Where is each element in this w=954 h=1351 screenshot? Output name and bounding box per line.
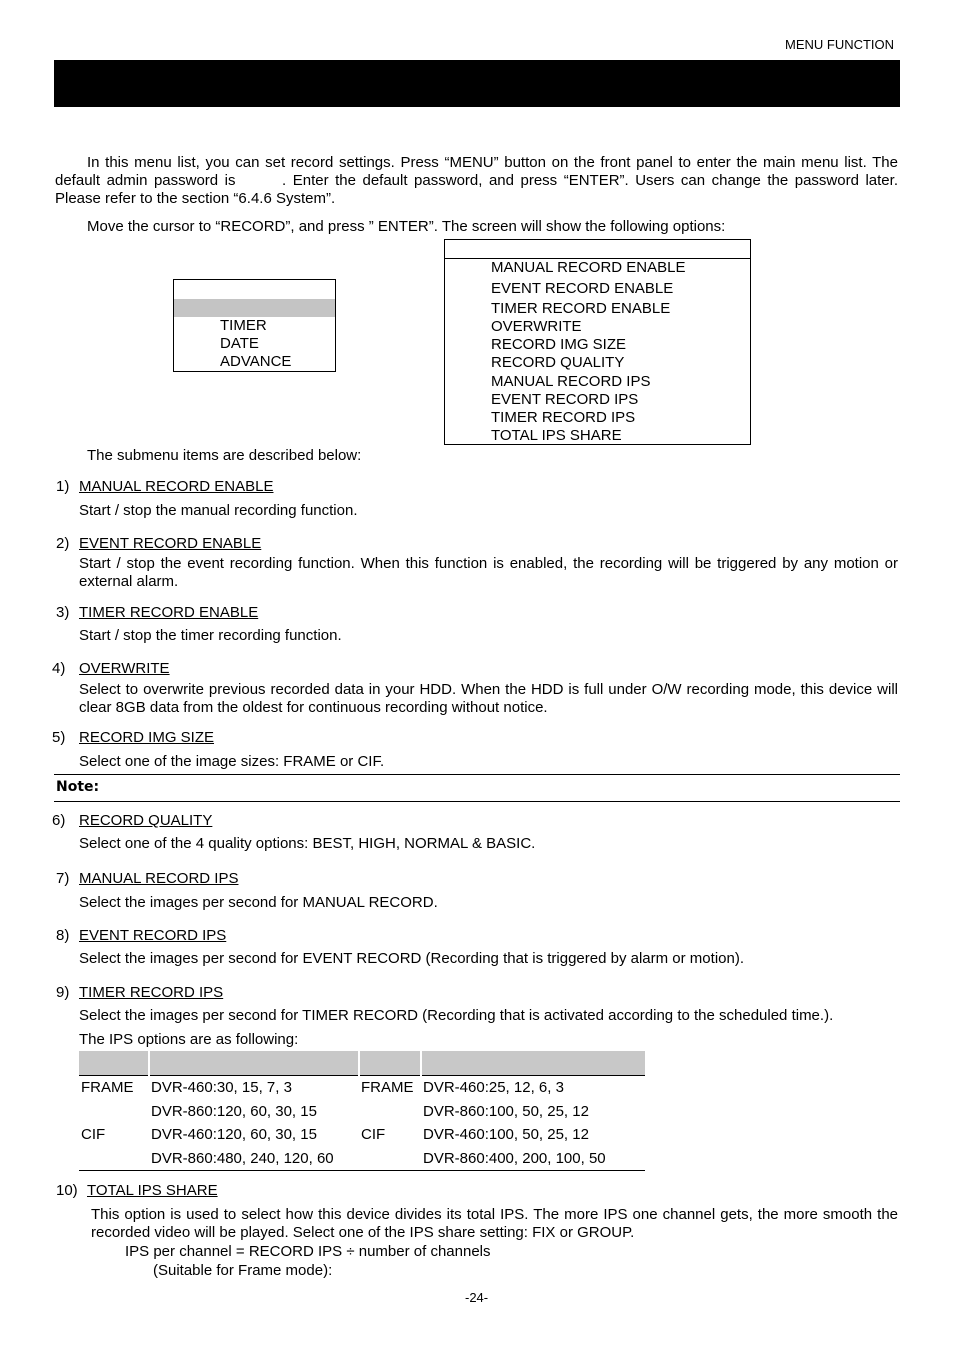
record-menu-item: OVERWRITE xyxy=(491,318,582,335)
ips-cell xyxy=(359,1147,421,1171)
item-description: Select to overwrite previous recorded data in your HDD. When the HDD is full under O/W recording mode, this device will clear 8GB data from the oldest for continuous recording without notice. xyxy=(79,681,898,716)
item-number: 9) xyxy=(56,984,70,1001)
record-menu-box xyxy=(444,239,751,445)
item-description: Select the images per second for MANUAL RECORD. xyxy=(79,894,438,911)
intro-text-b: . Enter the default password, and press “ENTER”. Users can change the password later. Please refer to the section “6.4.6 System”. xyxy=(55,172,898,207)
ips-cell: DVR-860:400, 200, 100, 50 xyxy=(421,1147,645,1171)
record-menu-item: EVENT RECORD ENABLE xyxy=(491,280,674,297)
note-label: Note: xyxy=(56,779,100,795)
item-description: Start / stop the manual recording function. xyxy=(79,502,358,519)
record-menu-item: TOTAL IPS SHARE xyxy=(491,427,622,444)
ips-cell: DVR-860:100, 50, 25, 12 xyxy=(423,1102,589,1120)
record-menu-item: TIMER RECORD ENABLE xyxy=(491,300,671,317)
item-title: OVERWRITE xyxy=(79,660,170,677)
title-bar xyxy=(54,60,900,107)
table-row xyxy=(79,1123,645,1147)
item-title: MANUAL RECORD IPS xyxy=(79,870,239,887)
item-number: 7) xyxy=(56,870,70,887)
ips-cell: DVR-460:100, 50, 25, 12 xyxy=(423,1126,589,1144)
item-description: Start / stop the event recording function. When this function is enabled, the recording will be triggered by any motion or external alarm. xyxy=(79,555,898,590)
item-number: 5) xyxy=(52,729,66,746)
item-title: TIMER RECORD ENABLE xyxy=(79,604,259,621)
ips-cell: FRAME xyxy=(81,1079,134,1097)
item-title: MANUAL RECORD ENABLE xyxy=(79,478,274,495)
submenu-intro: The submenu items are described below: xyxy=(87,447,362,464)
record-menu-item: MANUAL RECORD IPS xyxy=(491,373,651,390)
main-menu-box xyxy=(173,279,336,372)
note-top-rule xyxy=(54,774,900,775)
record-menu-item: MANUAL RECORD ENABLE xyxy=(491,259,686,276)
table-row xyxy=(79,1147,645,1171)
item-description: Select the images per second for TIMER RECORD (Recording that is activated according to the scheduled time.). xyxy=(79,1007,834,1024)
item-description: Select one of the 4 quality options: BEST, HIGH, NORMAL & BASIC. xyxy=(79,835,536,852)
item-number: 3) xyxy=(56,604,70,621)
item-title: TIMER RECORD IPS xyxy=(79,984,224,1001)
record-menu-item: RECORD IMG SIZE xyxy=(491,336,627,353)
ips-header-cell xyxy=(79,1051,149,1076)
item-number: 6) xyxy=(52,812,66,829)
ips-table-header-row xyxy=(79,1051,645,1076)
item-number: 4) xyxy=(52,660,66,677)
intro-paragraph xyxy=(55,154,898,208)
record-menu-item: TIMER RECORD IPS xyxy=(491,409,636,426)
table-row xyxy=(79,1076,645,1100)
main-menu-item-date: DATE xyxy=(220,335,259,352)
item-title: EVENT RECORD IPS xyxy=(79,927,227,944)
item-number: 8) xyxy=(56,927,70,944)
item-description: Select one of the image sizes: FRAME or CIF. xyxy=(79,753,385,770)
ips-cell xyxy=(79,1100,149,1124)
page-number: -24- xyxy=(465,1290,489,1305)
main-menu-item-timer: TIMER xyxy=(220,317,267,334)
ips-cell: CIF xyxy=(81,1126,106,1144)
intro-instruction: Move the cursor to “RECORD”, and press ” ENTER”. The screen will show the following options: xyxy=(87,218,726,235)
ips-table xyxy=(79,1051,645,1171)
main-menu-item-advance: ADVANCE xyxy=(220,353,292,370)
intro-text-a: In this menu list, you can set record settings. Press “MENU” button on the front panel to enter the main menu list. The default admin password is xyxy=(55,154,898,189)
ips-intro: The IPS options are as following: xyxy=(79,1031,299,1048)
table-row xyxy=(79,1100,645,1124)
ips-cell: DVR-860:480, 240, 120, 60 xyxy=(149,1147,359,1171)
ips-cell: FRAME xyxy=(361,1079,414,1097)
ips-formula: IPS per channel = RECORD IPS ÷ number of channels xyxy=(125,1243,491,1260)
ips-header-cell xyxy=(421,1051,645,1076)
item-description: Start / stop the timer recording function. xyxy=(79,627,342,644)
item-number: 2) xyxy=(56,535,70,552)
item-number: 1) xyxy=(56,478,70,495)
item-title: TOTAL IPS SHARE xyxy=(87,1182,218,1199)
ips-cell xyxy=(359,1100,421,1124)
item-description: This option is used to select how this device divides its total IPS. The more IPS one channel gets, the more smooth the recorded video will be played. Select one of the IPS share setting: FIX or GROUP. xyxy=(91,1206,898,1241)
item-title: RECORD QUALITY xyxy=(79,812,213,829)
item-title: EVENT RECORD ENABLE xyxy=(79,535,262,552)
record-menu-item: RECORD QUALITY xyxy=(491,354,625,371)
ips-cell: DVR-460:25, 12, 6, 3 xyxy=(423,1079,564,1097)
ips-cell xyxy=(79,1147,149,1171)
item-number: 10) xyxy=(56,1182,78,1199)
record-menu-item: EVENT RECORD IPS xyxy=(491,391,639,408)
ips-cell: DVR-460:120, 60, 30, 15 xyxy=(151,1126,317,1144)
ips-header-cell xyxy=(149,1051,359,1076)
item-description: Select the images per second for EVENT RECORD (Recording that is triggered by alarm or motion). xyxy=(79,950,744,967)
main-menu-highlight xyxy=(174,299,335,317)
ips-cell: DVR-860:120, 60, 30, 15 xyxy=(151,1102,317,1120)
item-title: RECORD IMG SIZE xyxy=(79,729,215,746)
ips-header-cell xyxy=(359,1051,421,1076)
ips-cell: CIF xyxy=(361,1126,386,1144)
section-header: MENU FUNCTION xyxy=(785,37,895,52)
ips-cell: DVR-460:30, 15, 7, 3 xyxy=(151,1079,292,1097)
ips-suitable-note: (Suitable for Frame mode): xyxy=(153,1262,333,1279)
note-bottom-rule xyxy=(54,801,900,802)
